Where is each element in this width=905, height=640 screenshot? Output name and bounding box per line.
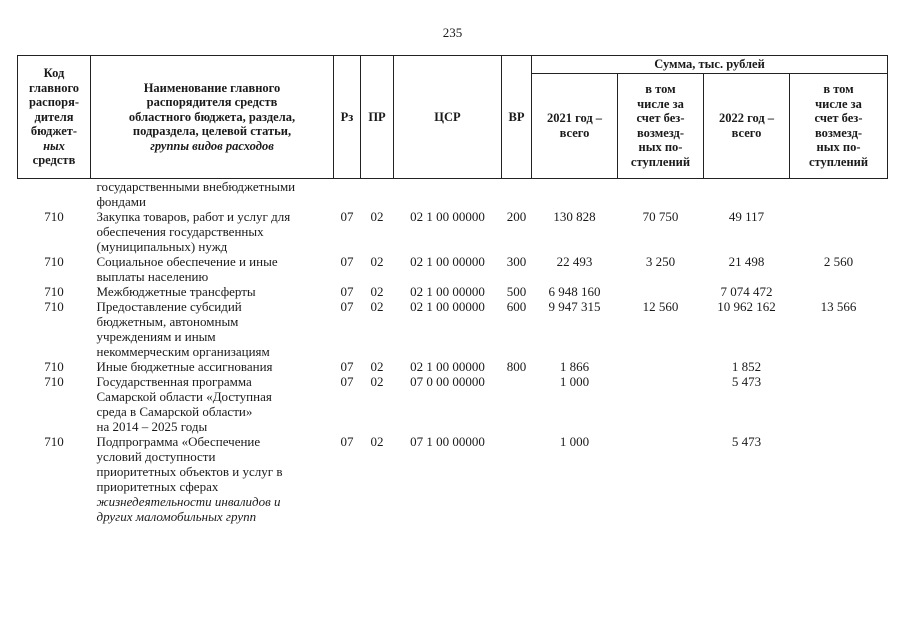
cell-pr: 02 xyxy=(370,373,384,389)
name-line: Межбюджетные трансферты xyxy=(96,283,256,299)
cell-kod xyxy=(18,178,91,209)
cell-2021-free xyxy=(618,359,704,374)
cell-2022-free xyxy=(790,359,888,374)
name-line: среда в Самарской области» xyxy=(96,403,253,419)
header-2022-free xyxy=(790,73,888,178)
name-line: на 2014 – 2025 годы xyxy=(96,418,208,434)
cell-vr: 200 xyxy=(506,208,527,224)
header-line: Наименование главного xyxy=(143,80,281,95)
cell-name xyxy=(91,209,334,254)
name-line: других маломобильных групп xyxy=(96,508,257,524)
table-row xyxy=(18,374,888,434)
header-line: 2022 год – xyxy=(718,111,775,125)
header-line: главного xyxy=(28,80,80,95)
cell-rz: 07 xyxy=(340,373,354,389)
header-line: ступлений xyxy=(630,154,691,169)
name-line: Закупка товаров, работ и услуг для xyxy=(96,208,291,224)
header-2021-total xyxy=(532,73,618,178)
cell-pr: 02 xyxy=(370,283,384,299)
cell-2021-free: 12 560 xyxy=(642,298,679,314)
cell-name xyxy=(91,374,334,434)
cell-rz: 07 xyxy=(340,208,354,224)
header-2021-free xyxy=(618,73,704,178)
cell-csr: 02 1 00 00000 xyxy=(410,208,485,224)
cell-2022-total: 5 473 xyxy=(731,433,762,449)
cell-2021-total: 1 866 xyxy=(559,358,590,374)
cell-vr: 800 xyxy=(506,358,527,374)
cell-kod: 710 xyxy=(44,208,64,224)
cell-2021-free xyxy=(618,178,704,209)
table-header xyxy=(18,56,888,179)
cell-2022-free xyxy=(790,178,888,209)
table-row xyxy=(18,209,888,254)
header-line: подраздела, целевой статьи, xyxy=(132,124,292,138)
cell-2022-free xyxy=(790,209,888,254)
name-line: Самарской области «Доступная xyxy=(96,388,272,404)
name-line: условий доступности xyxy=(96,448,216,464)
budget-table xyxy=(17,55,888,524)
cell-2021-total: 9 947 315 xyxy=(548,298,601,314)
cell-vr xyxy=(502,178,532,209)
table-row xyxy=(18,359,888,374)
cell-vr: 300 xyxy=(506,253,527,269)
cell-rz: 07 xyxy=(340,283,354,299)
name-line: государственными внебюджетными xyxy=(96,178,296,194)
header-line: в том xyxy=(823,82,854,96)
cell-2022-total: 5 473 xyxy=(731,373,762,389)
header-line: дителя xyxy=(34,109,74,124)
table-row xyxy=(18,254,888,284)
cell-rz: 07 xyxy=(340,253,354,269)
cell-csr: 02 1 00 00000 xyxy=(410,298,485,314)
cell-2021-total: 130 828 xyxy=(553,208,596,224)
header-line: областного бюджета, раздела, xyxy=(128,109,296,124)
cell-name xyxy=(91,284,334,299)
cell-2021-free xyxy=(618,374,704,434)
cell-vr: 500 xyxy=(506,283,527,299)
cell-2021-free: 3 250 xyxy=(645,253,676,269)
cell-pr: 02 xyxy=(370,253,384,269)
header-name xyxy=(91,56,334,179)
header-line: 2021 год – xyxy=(546,111,603,125)
cell-2021-total: 22 493 xyxy=(556,253,593,269)
cell-2022-free: 13 566 xyxy=(820,298,857,314)
cell-kod: 710 xyxy=(44,298,64,314)
cell-rz xyxy=(334,178,361,209)
header-line: возмезд- xyxy=(636,125,685,140)
cell-2021-total: 1 000 xyxy=(559,373,590,389)
header-line: счет без- xyxy=(814,111,863,125)
cell-kod: 710 xyxy=(44,373,64,389)
header-kod xyxy=(18,56,91,179)
cell-name xyxy=(91,178,334,209)
header-2022-total xyxy=(704,73,790,178)
header-line: числе за xyxy=(637,96,684,111)
cell-csr: 02 1 00 00000 xyxy=(410,283,485,299)
cell-csr: 02 1 00 00000 xyxy=(410,253,485,269)
header-sum-group: Сумма, тыс. рублей xyxy=(532,56,888,74)
cell-2022-total: 49 117 xyxy=(728,208,765,224)
name-line: приоритетных сферах xyxy=(96,478,219,494)
header-line: числе за xyxy=(815,96,862,111)
name-line: фондами xyxy=(96,193,146,209)
header-line: всего xyxy=(559,125,590,140)
cell-2022-total: 21 498 xyxy=(728,253,765,269)
cell-vr xyxy=(502,374,532,434)
cell-csr: 07 0 00 00000 xyxy=(410,373,485,389)
header-line: ных по- xyxy=(816,140,861,154)
header-line: ных по- xyxy=(638,140,683,154)
header-line: бюджет- xyxy=(30,124,78,138)
cell-2022-total: 10 962 162 xyxy=(717,298,776,314)
header-line: ных xyxy=(43,138,65,153)
cell-2022-free: 2 560 xyxy=(823,253,854,269)
header-line: ступлений xyxy=(808,154,869,169)
cell-vr xyxy=(502,434,532,524)
cell-rz: 07 xyxy=(340,358,354,374)
cell-kod: 710 xyxy=(44,253,64,269)
cell-2022-free xyxy=(790,374,888,434)
cell-2021-free: 70 750 xyxy=(642,208,679,224)
name-line: некоммерческим организациям xyxy=(96,343,270,359)
name-line: выплаты населению xyxy=(96,268,209,284)
cell-pr: 02 xyxy=(370,298,384,314)
table-body xyxy=(18,178,888,524)
table-row xyxy=(18,178,888,209)
header-csr: ЦСР xyxy=(394,56,502,179)
name-line: Подпрограмма «Обеспечение xyxy=(96,433,261,449)
cell-rz: 07 xyxy=(340,298,354,314)
name-line: учреждениям и иным xyxy=(96,328,216,344)
table-row xyxy=(18,284,888,299)
header-line: средств xyxy=(32,153,76,167)
header-line: возмезд- xyxy=(814,125,863,140)
cell-pr: 02 xyxy=(370,433,384,449)
cell-2021-total xyxy=(532,178,618,209)
cell-2022-free xyxy=(790,434,888,524)
cell-name xyxy=(91,299,334,359)
cell-2021-total: 6 948 160 xyxy=(548,283,601,299)
cell-pr xyxy=(361,178,394,209)
cell-rz: 07 xyxy=(340,433,354,449)
cell-pr: 02 xyxy=(370,358,384,374)
header-rz: Рз xyxy=(334,56,361,179)
cell-name xyxy=(91,254,334,284)
header-line: группы видов расходов xyxy=(150,138,274,153)
name-line: бюджетным, автономным xyxy=(96,313,239,329)
cell-kod: 710 xyxy=(44,433,64,449)
cell-2022-total: 7 074 472 xyxy=(720,283,773,299)
header-line: в том xyxy=(645,82,676,96)
name-line: Иные бюджетные ассигнования xyxy=(96,358,273,374)
name-line: Государственная программа xyxy=(96,373,252,389)
name-line: Социальное обеспечение и иные xyxy=(96,253,278,269)
cell-csr: 07 1 00 00000 xyxy=(410,433,485,449)
name-line: приоритетных объектов и услуг в xyxy=(96,463,283,479)
cell-2021-free xyxy=(618,284,704,299)
cell-name xyxy=(91,359,334,374)
page-number: 235 xyxy=(442,25,463,40)
cell-csr: 02 1 00 00000 xyxy=(410,358,485,374)
header-line: Код xyxy=(43,66,65,80)
cell-2022-total: 1 852 xyxy=(731,358,762,374)
header-vr: ВР xyxy=(502,56,532,179)
cell-pr: 02 xyxy=(370,208,384,224)
name-line: жизнедеятельности инвалидов и xyxy=(96,493,281,509)
cell-2021-total: 1 000 xyxy=(559,433,590,449)
cell-2022-free xyxy=(790,284,888,299)
header-line: распоря- xyxy=(28,95,80,109)
header-line: распорядителя средств xyxy=(146,95,278,109)
name-line: Предоставление субсидий xyxy=(96,298,242,314)
table-row xyxy=(18,434,888,524)
table-row xyxy=(18,299,888,359)
name-line: обеспечения государственных xyxy=(96,223,264,239)
cell-kod: 710 xyxy=(44,358,64,374)
cell-vr: 600 xyxy=(506,298,527,314)
header-line: счет без- xyxy=(636,111,685,125)
cell-kod: 710 xyxy=(44,283,64,299)
header-pr: ПР xyxy=(361,56,394,179)
cell-2021-free xyxy=(618,434,704,524)
header-line: всего xyxy=(731,125,762,140)
cell-csr xyxy=(394,178,502,209)
cell-2022-total xyxy=(704,178,790,209)
name-line: (муниципальных) нужд xyxy=(96,238,228,254)
cell-name xyxy=(91,434,334,524)
